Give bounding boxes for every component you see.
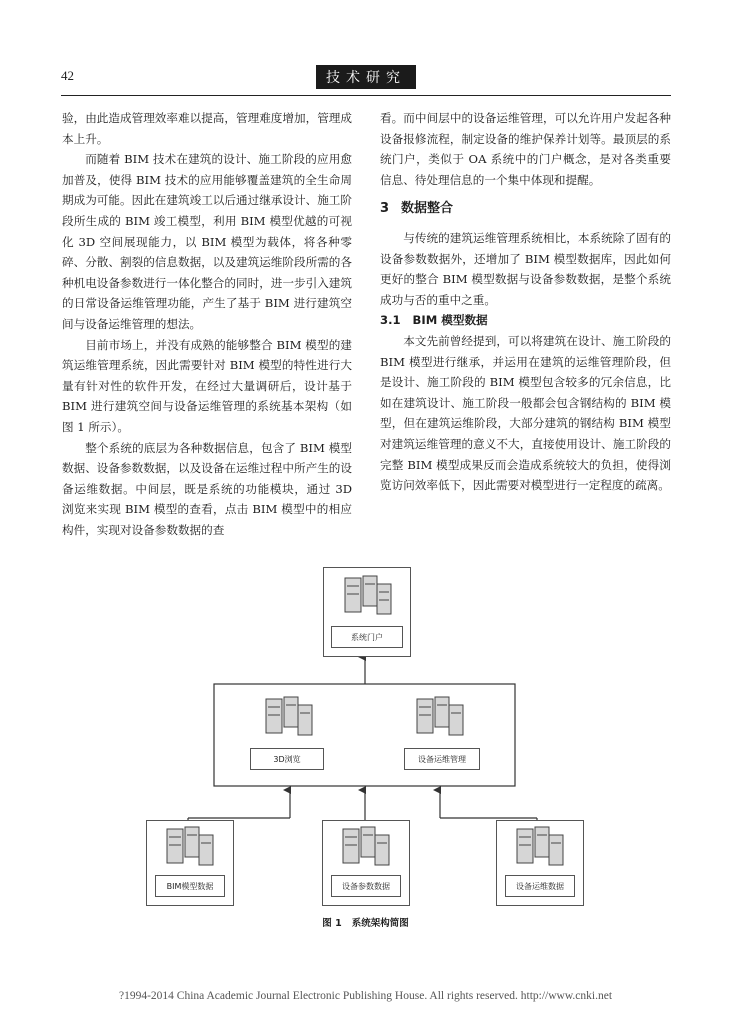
server-icon — [341, 574, 395, 618]
portal-label: 系统门户 — [331, 626, 403, 648]
figure-title: 系统架构简图 — [351, 918, 409, 929]
middle-layer-frame — [214, 684, 515, 786]
server-icon — [513, 825, 567, 869]
paragraph: 验，由此造成管理效率难以提高，管理难度增加，管理成本上升。 — [62, 111, 352, 146]
copyright-footer: ?1994-2014 China Academic Journal Electronic Publishing House. All rights reserved. http://www.cnki.net — [118, 990, 613, 1002]
server-icon — [163, 825, 217, 869]
device-params-node — [322, 820, 410, 906]
bim-data-node — [146, 820, 234, 906]
paragraph: 目前市场上，并没有成熟的能够整合 BIM 模型的建筑运维管理系统，因此需要针对 BIM 模型的特性进行大量有针对性的软件开发，在经过大量调研后，设计基于 BIM 进行建筑空间与设备运维管理的系统基本架构（如图 1 所示）。 — [62, 337, 352, 434]
figure-number: 图 1 — [322, 918, 342, 929]
section-header-label: 技术研究 — [316, 65, 416, 89]
figure-caption — [0, 915, 731, 929]
subsection-number: 3.1 — [380, 313, 401, 328]
subsection-title: BIM 模型数据 — [412, 313, 488, 328]
paragraph: 整个系统的底层为各种数据信息，包含了 BIM 模型数据、设备参数数据，以及设备在运维过程中所产生的设备运维数据。中间层，既是系统的功能模块，通过 3D 浏览来实现 BIM 模型的查看，点击 BIM 模型中的相应构件，实现对设备参数数据的查 — [62, 440, 352, 537]
section-title: 数据整合 — [401, 201, 454, 217]
device-ops-label: 设备运维管理 — [404, 748, 480, 770]
device-ops-data-node — [496, 820, 584, 906]
paragraph: 看。而中间层中的设备运维管理，可以允许用户发起各种设备报修流程，制定设备的维护保养计划等。最顶层的系统门户，类似于 OA 系统中的门户概念，是对各类重要信息、待处理信息的一个集中体现和提醒。 — [380, 111, 671, 187]
device-params-label: 设备参数数据 — [331, 875, 401, 897]
section-number: 3 — [380, 201, 390, 217]
device-ops-data-label: 设备运维数据 — [505, 875, 575, 897]
paragraph: 与传统的建筑运维管理系统相比，本系统除了固有的设备参数数据外，还增加了 BIM 模型数据库，因此如何更好的整合 BIM 模型数据与设备参数数据，是整个系统成功与否的重中之重。 — [380, 230, 671, 307]
server-icon — [413, 695, 467, 739]
paragraph: 而随着 BIM 技术在建筑的设计、施工阶段的应用愈加普及，使得 BIM 技术的应用能够覆盖建筑的全生命周期成为可能。因此在建筑竣工以后通过继承设计、施工阶段所生成的 BIM 竣工模型，利用 BIM 模型优越的可视化 3D 空间展现能力，以 BIM 模型为载体，将各种零碎、分散、割裂的信息数据，以及建筑运维阶段所需的各种机电设备参数进行一体化整合的同时，进一步引入建筑的日常设备运维管理功能，产生了基于 BIM 进行建筑空间与设备运维管理的想法。 — [62, 152, 352, 331]
portal-node — [323, 567, 411, 657]
paragraph: 本文先前曾经提到，可以将建筑在设计、施工阶段的 BIM 模型进行继承，并运用在建筑的运维管理阶段，但是设计、施工阶段的 BIM 模型包含较多的冗余信息，比如在建筑设计、施工阶段一般都会包含钢结构的 BIM 模型，但在建筑运维阶段，大部分建筑的钢结构 BIM 模型对建筑运维管理的意义不大，直接使用设计、施工阶段的完整 BIM 模型成果反而会造成系统较大的负担，使得浏览访问效率低下，因此需要对模型进行一定程度的疏离。 — [380, 333, 671, 493]
page-number: 42 — [61, 68, 74, 83]
server-icon — [262, 695, 316, 739]
bim-data-label: BIM模型数据 — [155, 875, 225, 897]
3d-browse-label: 3D浏览 — [250, 748, 324, 770]
server-icon — [339, 825, 393, 869]
